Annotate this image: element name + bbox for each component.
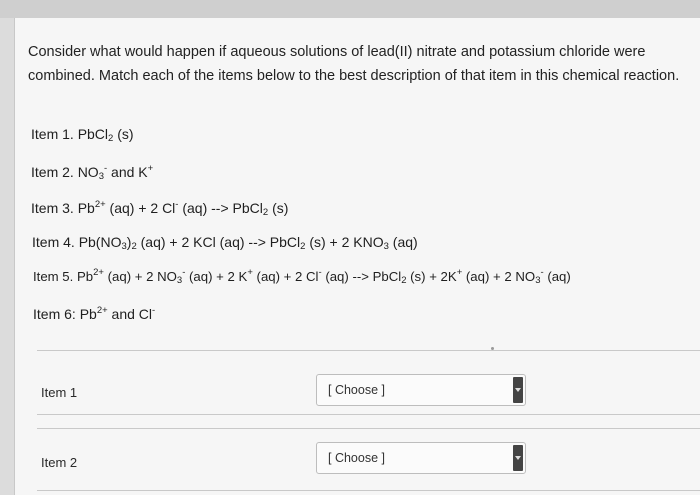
item-1-select[interactable] — [316, 374, 526, 406]
select-value: [ Choose ] — [328, 451, 385, 465]
top-strip — [0, 0, 700, 18]
question-text: Consider what would happen if aqueous solutions of lead(II) nitrate and potassium chloride were combined. Match each of the items below to the best description of that item in this chemical reaction. — [28, 44, 680, 84]
divider-middle-2 — [37, 428, 700, 429]
item-2-select[interactable] — [316, 442, 526, 474]
item-3: Item 3. $Pb^{2+}$ (aq) + 2 Cl- (aq) --> PbCl$_2$ (s) — [31, 199, 289, 218]
divider-middle — [37, 414, 700, 415]
chevron-down-icon[interactable] — [513, 445, 523, 471]
item-5: Item 5. $Pb^{2+}$ (aq) + 2 $NO_3^-$ (aq) + 2 K+ (aq) + 2 Cl- (aq) --> PbCl$_2$ (s) + 2K+ (aq) + 2 $NO_3^-$ (aq) — [33, 267, 571, 286]
chevron-down-icon[interactable] — [513, 377, 523, 403]
row-label-item-2: Item 2 — [41, 455, 78, 470]
item-4: Item 4. $Pb(NO_3)_2$ (aq) + 2 KCl (aq) --> PbCl$_2$ (s) + 2 $KNO_3$ (aq) — [32, 234, 418, 252]
item-1: Item 1. PbCl$_2$ (s) — [31, 126, 134, 144]
divider-top — [37, 350, 700, 351]
question-card — [14, 18, 700, 495]
item-6: Item 6: $Pb^{2+}$ and Cl- — [33, 305, 156, 322]
divider-bottom — [37, 490, 700, 491]
row-label-item-1: Item 1 — [41, 385, 78, 400]
select-value: [ Choose ] — [328, 383, 385, 397]
item-2: Item 2. $NO_3^-$ and K+ — [31, 163, 154, 182]
